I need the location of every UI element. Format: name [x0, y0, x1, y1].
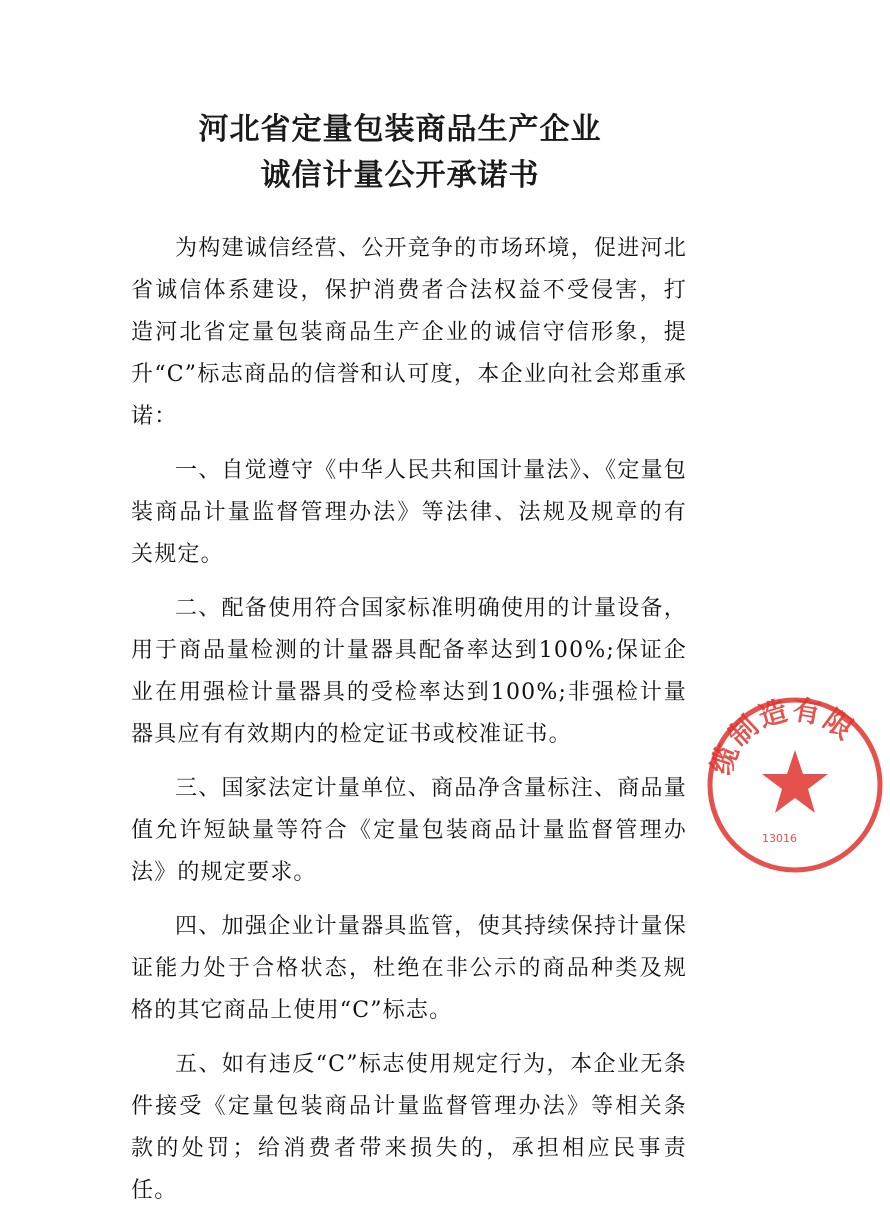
company-seal-stamp	[700, 690, 890, 880]
document-body	[131, 228, 687, 1224]
paragraph-commitment-5: 五、如有违反“C”标志使用规定行为，本企业无条件接受《定量包装商品计量监督管理办法》等相关条款的处罚；给消费者带来损失的，承担相应民事责任。	[131, 1052, 687, 1203]
seal-number: 13016	[762, 832, 797, 845]
paragraph-commitment-2: 二、配备使用符合国家标准明确使用的计量设备，用于商品量检测的计量器具配备率达到100%;保证企业在用强检计量器具的受检率达到100%;非强检计量器具应有有效期内的检定证书或校准证书。	[131, 596, 687, 747]
seal-star-icon	[762, 750, 828, 813]
document-title-line-2: 诚信计量公开承诺书	[260, 158, 540, 193]
paragraph-intro: 为构建诚信经营、公开竞争的市场环境，促进河北省诚信体系建设，保护消费者合法权益不受侵害，打造河北省定量包装商品生产企业的诚信守信形象，提升“C”标志商品的信誉和认可度，本企业向社会郑重承诺：	[131, 236, 687, 429]
paragraph-commitment-4: 四、加强企业计量器具监管，使其持续保持计量保证能力处于合格状态，杜绝在非公示的商品种类及规格的其它商品上使用“C”标志。	[131, 914, 687, 1023]
document-title-line-1: 河北省定量包装商品生产企业	[198, 112, 602, 147]
paragraph-commitment-3: 三、国家法定计量单位、商品净含量标注、商品量值允许短缺量等符合《定量包装商品计量监督管理办法》的规定要求。	[131, 776, 687, 885]
seal-text: 缆制造有限	[704, 692, 862, 779]
paragraph-commitment-1: 一、自觉遵守《中华人民共和国计量法》、《定量包装商品计量监督管理办法》等法律、法规及规章的有关规定。	[131, 458, 687, 567]
